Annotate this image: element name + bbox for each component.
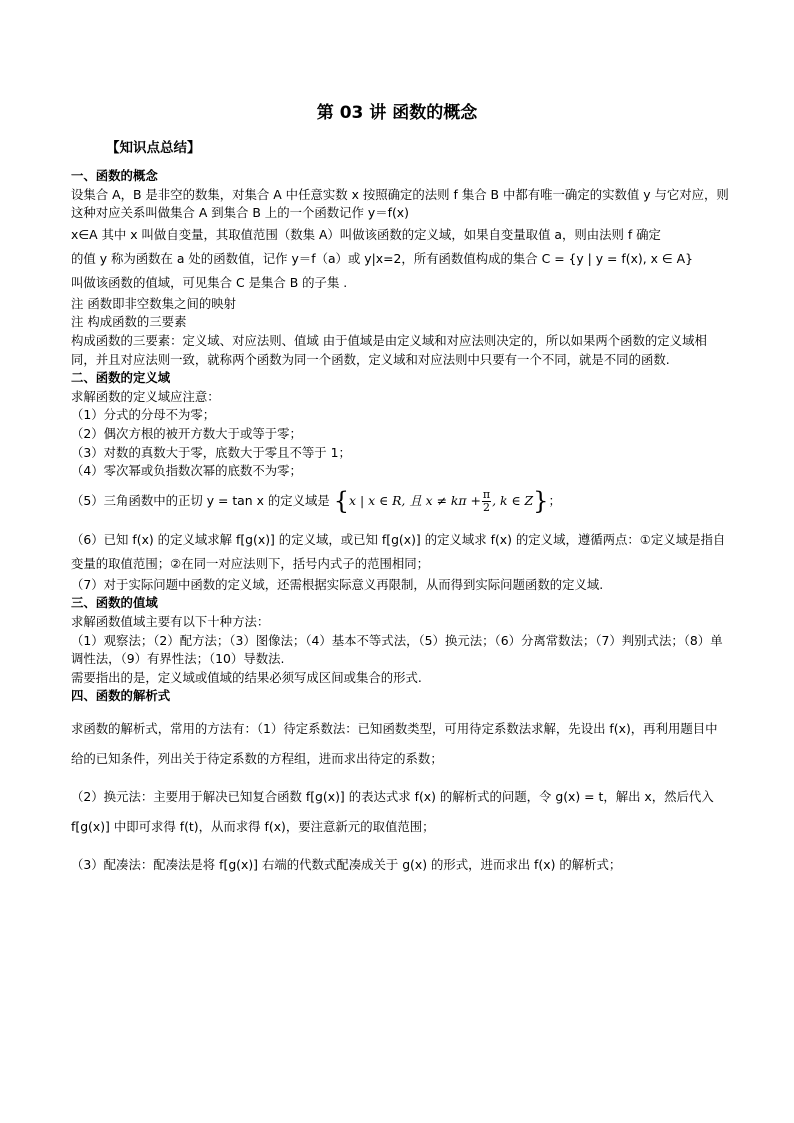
set-expression-tail: , k ∈ Z: [492, 492, 534, 508]
section-heading-4: 四、函数的解析式: [71, 688, 171, 704]
section-heading-1: 一、函数的概念: [71, 168, 158, 183]
list-item: （6）已知 f(x) 的定义域求解 f[g(x)] 的定义域，或已知 f[g(x)] 的定义域求 f(x) 的定义域，遵循两点：①定义域是指自变量的取值范围；②在同一对应法则下，括号内式子的范围相同；: [71, 531, 726, 571]
note: 注 构成函数的三要素: [71, 314, 187, 330]
fraction-denominator: 2: [482, 500, 490, 514]
fraction-numerator: π: [482, 487, 491, 501]
summary-heading: 【知识点总结】: [106, 140, 201, 156]
list-item-tan-domain: （5）三角函数中的正切 y = tan x 的定义域是 {x | x ∈ R, 且 x ≠ kπ + $\frac{\pi}{2}$ , k ∈ Z}；: [71, 486, 561, 515]
paragraph: 求函数的解析式，常用的方法有：（1）待定系数法：已知函数类型，可用待定系数法求解，先设出 f(x)，再利用题目中给的已知条件，列出关于待定系数的方程组，进而求出待定的系数；: [71, 720, 718, 766]
paragraph: 的值 y 称为函数在 a 处的函数值，记作 y＝f（a）或 y|x=2，所有函数值构成的集合 C = {y | y = f(x), x ∈ A}: [71, 250, 693, 266]
list-item: （2）偶次方根的被开方数大于或等于零；: [71, 425, 302, 441]
list-item: （7）对于实际问题中函数的定义域，还需根据实际意义再限制，从而得到实际问题函数的定义域.: [71, 576, 604, 592]
paragraph: 需要指出的是，定义域或值域的结果必须写成区间或集合的形式.: [71, 669, 422, 685]
paragraph: 叫做该函数的值域，可见集合 C 是集合 B 的子集 .: [71, 274, 348, 290]
section-heading-3: 三、函数的值域: [71, 595, 158, 611]
fraction: [482, 489, 491, 514]
paragraph: 求解函数的定义域应注意：: [71, 388, 220, 404]
list-item: （4）零次幂或负指数次幂的底数不为零；: [71, 463, 302, 479]
paragraph: 求解函数值域主要有以下十种方法：: [71, 613, 270, 629]
punctuation: ；: [548, 492, 561, 508]
list-item: （3）对数的真数大于零，底数大于零且不等于 1；: [71, 444, 351, 460]
page-title: 第 03 讲 函数的概念: [316, 103, 478, 123]
paragraph: 构成函数的三要素：定义域、对应法则、值域 由于值域是由定义域和对应法则决定的，所以如果两个函数的定义域相同，并且对应法则一致，就称两个函数为同一个函数，定义域和对应法则中只要有一个不同，就是不同的函数.: [71, 332, 707, 367]
paragraph: （1）观察法；（2）配方法；（3）图像法；（4）基本不等式法，（5）换元法；（6）分离常数法；（7）判别式法；（8）单调性法，（9）有界性法；（10）导数法.: [71, 632, 723, 667]
list-item: （1）分式的分母不为零；: [71, 407, 216, 423]
list-item-text: （5）三角函数中的正切 y = tan x 的定义域是: [71, 492, 330, 508]
document-body: [71, 167, 729, 880]
paragraph: 设集合 A，B 是非空的数集，对集合 A 中任意实数 x 按照确定的法则 f 集合 B 中都有唯一确定的实数值 y 与它对应，则这种对应关系叫做集合 A 到集合 B 上的一个函数记作 y＝f(x): [71, 186, 729, 221]
paragraph: （3）配凑法：配凑法是将 f[g(x)] 右端的代数式配凑成关于 g(x) 的形式，进而求出 f(x) 的解析式；: [71, 856, 622, 872]
note: 注 函数即非空数集之间的映射: [71, 295, 237, 311]
section-heading-2: 二、函数的定义域: [71, 370, 171, 386]
paragraph: x∈A 其中 x 叫做自变量，其取值范围（数集 A）叫做该函数的定义域，如果自变量取值 a，则由法则 f 确定: [71, 226, 661, 242]
paragraph: （2）换元法：主要用于解决已知复合函数 f[g(x)] 的表达式求 f(x) 的解析式的问题，令 g(x) = t，解出 x，然后代入 f[g(x)] 中即可求得 f(t)，从而求得 f(x)，要注意新元的取值范围；: [71, 788, 714, 834]
set-expression: x | x ∈ R, 且 x ≠ kπ +: [349, 492, 481, 508]
